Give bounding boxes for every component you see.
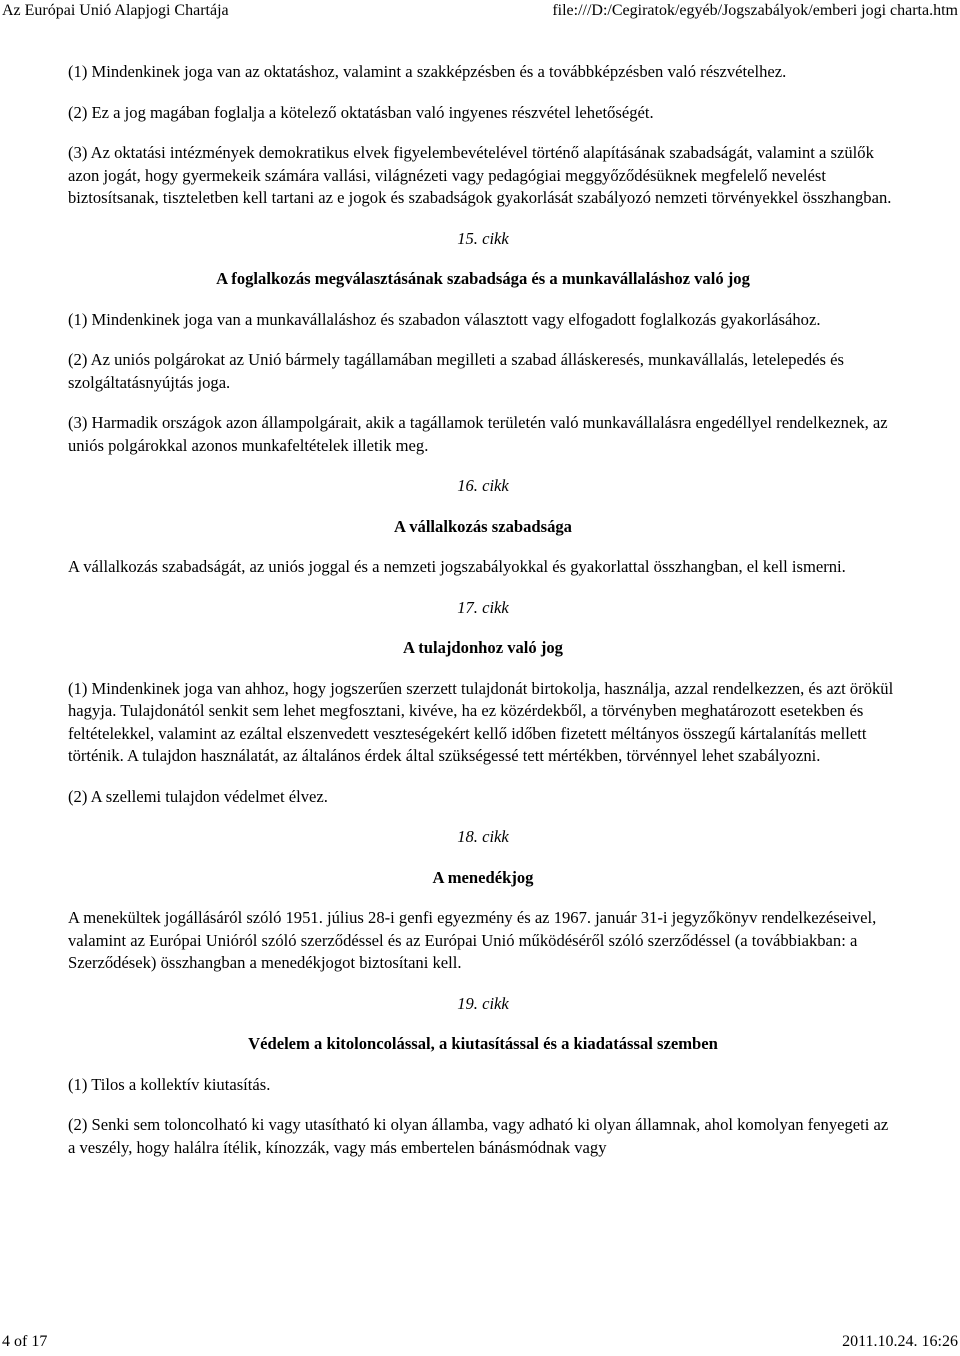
article-18-number: 18. cikk — [457, 827, 509, 846]
paragraph-14-3: (3) Az oktatási intézmények demokratikus elvek figyelembevételével történő alapításának szabadságát, valamint a szülők azon jogát, hogy gyermekeik számára vallási, világnézeti vagy pedagógiai meggyőződésüknek megfelelő nevelést biztosítsanak, tiszteletben kell tartani az e jogok és szabadságok gyakorlását szabályozó nemzeti törvényekkel összhangban. — [68, 143, 892, 207]
article-17-number: 17. cikk — [457, 597, 509, 617]
paragraph-19-2: (2) Senki sem toloncolható ki vagy utasítható ki olyan államba, vagy adható ki olyan államnak, ahol komolyan fenyegeti az a veszély, hogy halálra ítélik, kínozzák, vagy más embertelen bánásmódnak vagy — [68, 1115, 889, 1157]
article-19-title: Védelem a kitoloncolással, a kiutasítással és a kiadatással szemben — [248, 1034, 718, 1053]
paragraph-19-1: (1) Tilos a kollektív kiutasítás. — [68, 1074, 271, 1094]
article-16-number: 16. cikk — [457, 476, 509, 495]
paragraph-17-1: (1) Mindenkinek joga van ahhoz, hogy jogszerűen szerzett tulajdonát birtokolja, használja, azzal rendelkezzen, és azt örökül hagyja. Tulajdonától senkit sem lehet megfosztani, kivéve, ha ez közérdekből, a törvényben meghatározott esetekben és feltételekkel, valamint az ezáltal elszenvedett veszteségekért kellő időben fizetett méltányos összegű kártalanítás mellett történik. A tulajdon használatát, az általános érdek által szükségessé tett mértékben, törvénnyel lehet szabályozni. — [68, 678, 894, 765]
header-file-path: file:///D:/Cegiratok/egyéb/Jogszabályok/emberi jogi charta.htm — [552, 2, 958, 19]
paragraph-18: A menekültek jogállásáról szóló 1951. július 28-i genfi egyezmény és az 1967. január 31-i jegyzőkönyv rendelkezéseivel, valamint az Európai Unióról szóló szerződéssel és az Európai Unió működéséről szóló szerződéssel (a továbbiakban: a Szerződések) összhangban a menedékjogot biztosítani kell. — [68, 908, 877, 972]
paragraph-17-2: (2) A szellemi tulajdon védelmet élvez. — [68, 786, 328, 806]
paragraph-14-2: (2) Ez a jog magában foglalja a kötelező oktatásban való ingyenes részvétel lehetőségét. — [68, 102, 654, 122]
paragraph-14-1: (1) Mindenkinek joga van az oktatáshoz, valamint a szakképzésben és a továbbképzésben való részvételhez. — [68, 62, 787, 81]
paragraph-15-2: (2) Az uniós polgárokat az Unió bármely tagállamában megilleti a szabad álláskeresés, munkavállalás, letelepedés és szolgáltatásnyújtás joga. — [68, 350, 844, 392]
article-17-title: A tulajdonhoz való jog — [403, 638, 563, 657]
print-header — [0, 0, 960, 24]
article-19-number: 19. cikk — [457, 993, 509, 1013]
print-footer — [0, 1332, 960, 1356]
paragraph-15-3: (3) Harmadik országok azon állampolgárait, akik a tagállamok területén való munkavállalásra engedéllyel rendelkeznek, az uniós polgárokkal azonos munkafeltételek illetik meg. — [68, 413, 888, 455]
page-number: 4 of 17 — [2, 1333, 48, 1350]
print-datetime: 2011.10.24. 16:26 — [842, 1333, 958, 1350]
paragraph-15-1: (1) Mindenkinek joga van a munkavállaláshoz és szabadon választott vagy elfogadott foglalkozás gyakorlásához. — [68, 309, 821, 329]
document-body — [68, 61, 898, 1159]
article-15-title: A foglalkozás megválasztásának szabadsága és a munkavállaláshoz való jog — [216, 269, 750, 288]
article-15-number: 15. cikk — [457, 228, 509, 248]
article-16-title: A vállalkozás szabadsága — [394, 516, 572, 536]
header-title: Az Európai Unió Alapjogi Chartája — [2, 2, 229, 19]
paragraph-16: A vállalkozás szabadságát, az uniós joggal és a nemzeti jogszabályokkal és gyakorlattal összhangban, el kell ismerni. — [68, 557, 846, 576]
article-18-title: A menedékjog — [432, 867, 534, 887]
